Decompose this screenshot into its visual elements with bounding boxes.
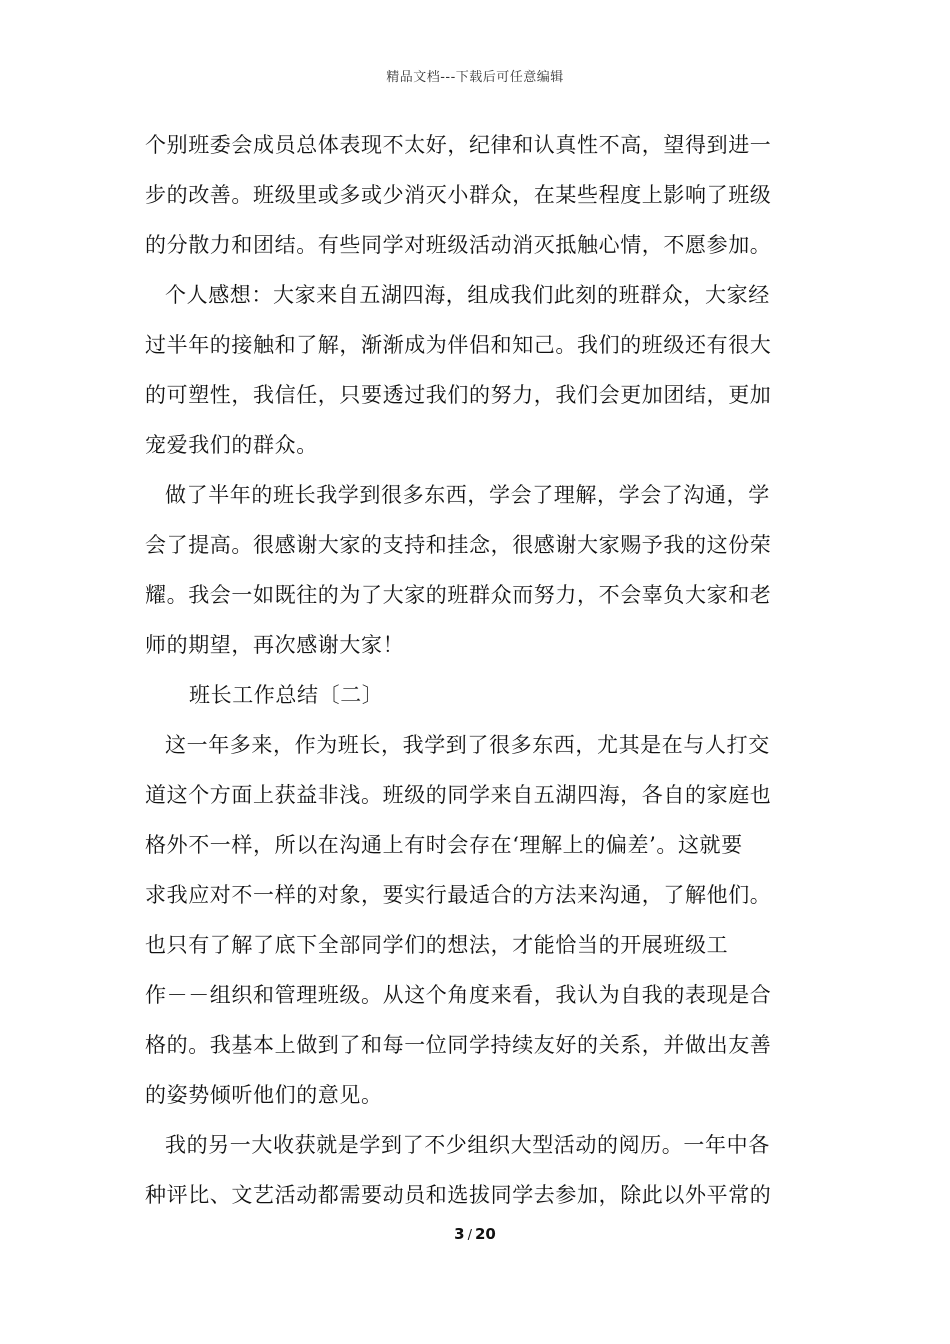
text-line: 这一年多来，作为班长，我学到了很多东西，尤其是在与人打交 [165,733,770,757]
page-header: 精品文档---下载后可任意编辑 [386,70,564,85]
section-title: 班长工作总结〔二〕 [189,683,384,707]
text-line: 过半年的接触和了解，渐渐成为伴侣和知己。我们的班级还有很大 [145,333,772,357]
text-line: 宠爱我们的群众。 [145,433,318,457]
text-line: 的姿势倾听他们的意见。 [145,1083,383,1107]
text-line: 会了提高。很感谢大家的支持和挂念，很感谢大家赐予我的这份荣 [145,533,772,557]
paragraph [145,470,807,670]
page-separator: / [467,1228,472,1243]
page-number [0,1225,950,1243]
total-pages: 20 [474,1225,496,1243]
text-line: 求我应对不一样的对象，要实行最适合的方法来沟通，了解他们。 [145,883,772,907]
text-line: 道这个方面上获益非浅。班级的同学来自五湖四海，各自的家庭也 [145,783,772,807]
paragraph [145,270,807,470]
text-line: 个别班委会成员总体表现不太好，纪律和认真性不高，望得到进一 [145,133,772,157]
text-line: 耀。我会一如既往的为了大家的班群众而努力，不会辜负大家和老 [145,583,772,607]
text-line: 也只有了解了底下全部同学们的想法，才能恰当的开展班级工 [145,933,729,957]
text-line: 的分散力和团结。有些同学对班级活动消灭抵触心情，不愿参加。 [145,233,772,257]
paragraph [145,1120,807,1220]
text-line: 步的改善。班级里或多或少消灭小群众，在某些程度上影响了班级 [145,183,772,207]
text-line: 个人感想：大家来自五湖四海，组成我们此刻的班群众，大家经 [165,283,770,307]
section-heading [145,670,807,720]
text-line: 做了半年的班长我学到很多东西，学会了理解，学会了沟通，学 [165,483,770,507]
text-line: 格的。我基本上做到了和每一位同学持续友好的关系，并做出友善 [145,1033,772,1057]
paragraph [145,120,807,270]
document-body [145,120,807,1220]
text-line: 作－－组织和管理班级。从这个角度来看，我认为自我的表现是合 [145,983,772,1007]
text-line: 的可塑性，我信任，只要透过我们的努力，我们会更加团结，更加 [145,383,772,407]
text-line: 我的另一大收获就是学到了不少组织大型活动的阅历。一年中各 [165,1133,770,1157]
current-page: 3 [454,1225,465,1243]
paragraph [145,720,807,1120]
text-line: 师的期望，再次感谢大家！ [145,633,405,657]
text-line: 种评比、文艺活动都需要动员和选拔同学去参加，除此以外平常的 [145,1183,772,1207]
text-line: 格外不一样，所以在沟通上有时会存在‘理解上的偏差’。这就要 [145,833,743,857]
